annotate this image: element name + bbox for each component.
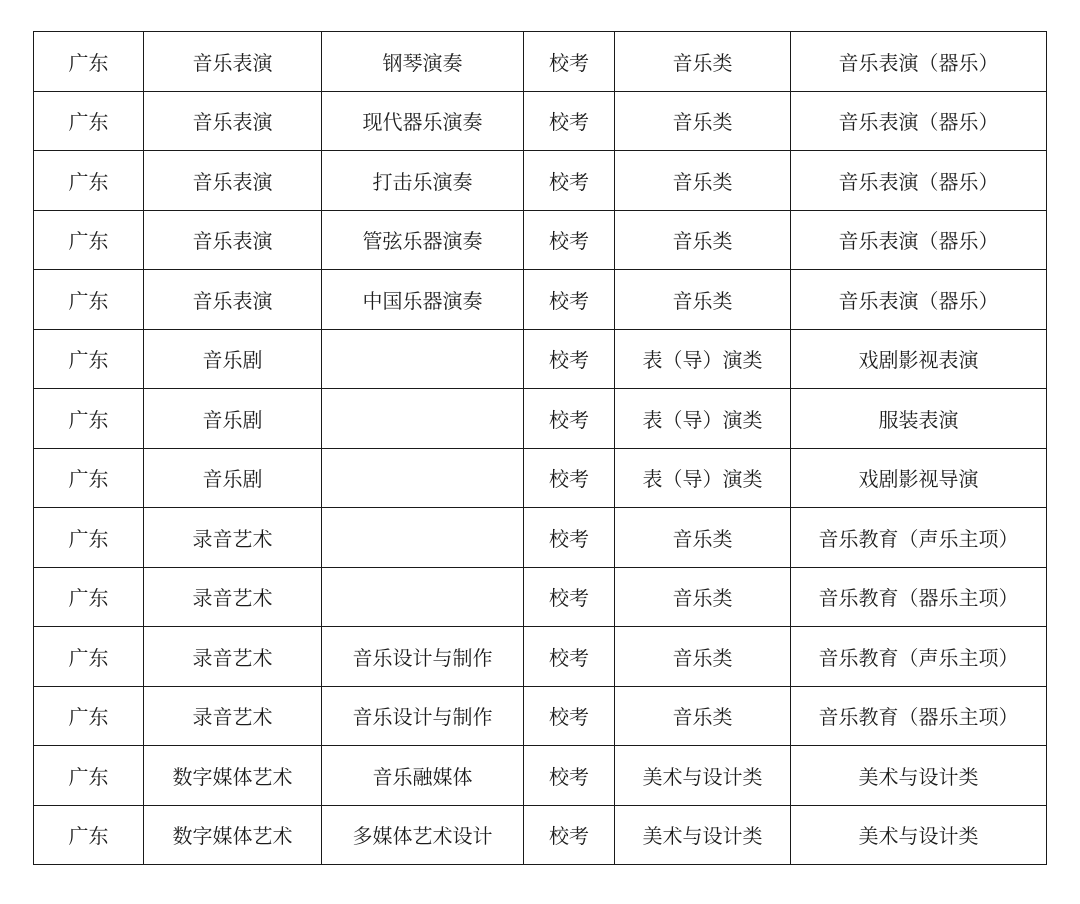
cell-category: 美术与设计类 xyxy=(615,746,791,806)
cell-direction: 音乐设计与制作 xyxy=(322,627,524,687)
cell-major: 音乐剧 xyxy=(144,448,322,508)
cell-province: 广东 xyxy=(34,32,144,92)
table-row xyxy=(34,567,1047,627)
table-row xyxy=(34,508,1047,568)
cell-category: 音乐类 xyxy=(615,151,791,211)
cell-direction: 管弦乐器演奏 xyxy=(322,210,524,270)
cell-category: 表（导）演类 xyxy=(615,329,791,389)
cell-province: 广东 xyxy=(34,805,144,865)
cell-exam-type: 校考 xyxy=(524,270,615,330)
cell-category: 表（导）演类 xyxy=(615,448,791,508)
cell-exam-subject: 音乐表演（器乐） xyxy=(791,32,1047,92)
table-row xyxy=(34,210,1047,270)
table-row xyxy=(34,151,1047,211)
cell-major: 音乐表演 xyxy=(144,270,322,330)
cell-exam-subject: 戏剧影视导演 xyxy=(791,448,1047,508)
cell-category: 美术与设计类 xyxy=(615,805,791,865)
cell-category: 音乐类 xyxy=(615,567,791,627)
cell-exam-type: 校考 xyxy=(524,805,615,865)
cell-province: 广东 xyxy=(34,567,144,627)
cell-exam-type: 校考 xyxy=(524,32,615,92)
cell-exam-subject: 戏剧影视表演 xyxy=(791,329,1047,389)
cell-province: 广东 xyxy=(34,448,144,508)
cell-exam-type: 校考 xyxy=(524,746,615,806)
cell-exam-subject: 音乐表演（器乐） xyxy=(791,91,1047,151)
cell-category: 音乐类 xyxy=(615,91,791,151)
cell-exam-type: 校考 xyxy=(524,508,615,568)
cell-major: 音乐表演 xyxy=(144,210,322,270)
table-row xyxy=(34,329,1047,389)
cell-major: 音乐表演 xyxy=(144,91,322,151)
cell-direction: 钢琴演奏 xyxy=(322,32,524,92)
cell-major: 数字媒体艺术 xyxy=(144,805,322,865)
cell-direction xyxy=(322,448,524,508)
cell-direction: 音乐融媒体 xyxy=(322,746,524,806)
cell-exam-type: 校考 xyxy=(524,210,615,270)
cell-direction xyxy=(322,329,524,389)
cell-province: 广东 xyxy=(34,270,144,330)
cell-category: 音乐类 xyxy=(615,32,791,92)
cell-exam-subject: 音乐教育（器乐主项） xyxy=(791,686,1047,746)
cell-exam-subject: 音乐教育（器乐主项） xyxy=(791,567,1047,627)
cell-category: 表（导）演类 xyxy=(615,389,791,449)
cell-exam-subject: 美术与设计类 xyxy=(791,746,1047,806)
cell-exam-subject: 音乐表演（器乐） xyxy=(791,210,1047,270)
cell-major: 录音艺术 xyxy=(144,686,322,746)
cell-province: 广东 xyxy=(34,329,144,389)
cell-category: 音乐类 xyxy=(615,270,791,330)
cell-exam-type: 校考 xyxy=(524,151,615,211)
table-row xyxy=(34,448,1047,508)
cell-exam-type: 校考 xyxy=(524,448,615,508)
table-row xyxy=(34,91,1047,151)
cell-exam-type: 校考 xyxy=(524,329,615,389)
table-row xyxy=(34,746,1047,806)
table-row xyxy=(34,686,1047,746)
cell-major: 数字媒体艺术 xyxy=(144,746,322,806)
cell-major: 音乐剧 xyxy=(144,389,322,449)
cell-major: 录音艺术 xyxy=(144,627,322,687)
cell-province: 广东 xyxy=(34,91,144,151)
cell-exam-type: 校考 xyxy=(524,567,615,627)
table-row xyxy=(34,389,1047,449)
cell-category: 音乐类 xyxy=(615,210,791,270)
cell-direction: 打击乐演奏 xyxy=(322,151,524,211)
table-row xyxy=(34,32,1047,92)
table-body xyxy=(34,32,1047,865)
cell-exam-type: 校考 xyxy=(524,627,615,687)
cell-direction xyxy=(322,508,524,568)
cell-exam-type: 校考 xyxy=(524,389,615,449)
cell-direction: 多媒体艺术设计 xyxy=(322,805,524,865)
cell-major: 录音艺术 xyxy=(144,567,322,627)
cell-province: 广东 xyxy=(34,627,144,687)
table-row xyxy=(34,805,1047,865)
cell-exam-subject: 音乐教育（声乐主项） xyxy=(791,508,1047,568)
admission-table xyxy=(33,31,1047,865)
cell-category: 音乐类 xyxy=(615,508,791,568)
cell-category: 音乐类 xyxy=(615,686,791,746)
cell-major: 音乐表演 xyxy=(144,32,322,92)
cell-direction xyxy=(322,567,524,627)
cell-province: 广东 xyxy=(34,389,144,449)
cell-category: 音乐类 xyxy=(615,627,791,687)
cell-direction: 现代器乐演奏 xyxy=(322,91,524,151)
cell-exam-subject: 音乐教育（声乐主项） xyxy=(791,627,1047,687)
cell-province: 广东 xyxy=(34,686,144,746)
cell-major: 音乐剧 xyxy=(144,329,322,389)
cell-province: 广东 xyxy=(34,151,144,211)
cell-exam-subject: 美术与设计类 xyxy=(791,805,1047,865)
cell-exam-subject: 音乐表演（器乐） xyxy=(791,270,1047,330)
cell-direction: 中国乐器演奏 xyxy=(322,270,524,330)
table-row xyxy=(34,270,1047,330)
cell-direction: 音乐设计与制作 xyxy=(322,686,524,746)
cell-province: 广东 xyxy=(34,746,144,806)
cell-major: 音乐表演 xyxy=(144,151,322,211)
table-row xyxy=(34,627,1047,687)
cell-exam-subject: 服装表演 xyxy=(791,389,1047,449)
cell-exam-subject: 音乐表演（器乐） xyxy=(791,151,1047,211)
cell-exam-type: 校考 xyxy=(524,686,615,746)
cell-direction xyxy=(322,389,524,449)
cell-major: 录音艺术 xyxy=(144,508,322,568)
cell-exam-type: 校考 xyxy=(524,91,615,151)
cell-province: 广东 xyxy=(34,508,144,568)
cell-province: 广东 xyxy=(34,210,144,270)
